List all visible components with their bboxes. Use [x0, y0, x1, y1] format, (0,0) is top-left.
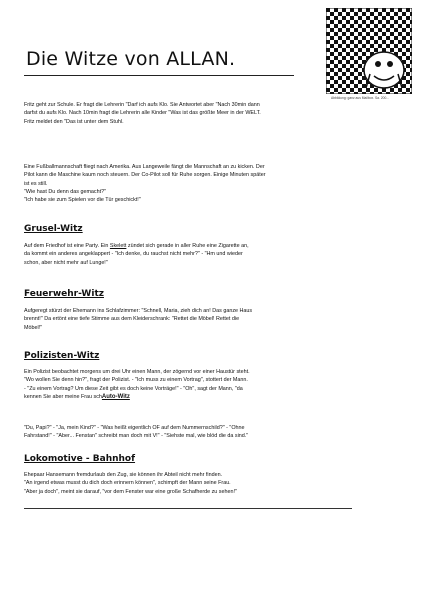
text-line: Möbel!" — [24, 324, 43, 331]
joke-fussball — [24, 163, 406, 204]
text-line: "Wie hast Du denn das gemacht?" — [24, 188, 107, 195]
heading-auto-witz: Auto-Witz — [101, 393, 130, 400]
text-segment: kennen Sie aber meine Frau sch — [24, 393, 102, 400]
text-line: ist es still. — [24, 180, 48, 187]
text-segment: Auf dem Friedhof ist eine Party. Ein — [24, 243, 110, 249]
document-title: Die Witze von ALLAN. — [26, 48, 236, 70]
joke-polizisten — [24, 368, 406, 401]
text-line: "Wo wollen Sie denn hin?", fragt der Polizist. - "Ich muss zu einem Vortrag", stottert der Mann. — [24, 377, 248, 384]
text-line: schon, aber nicht mehr auf Lunge!" — [24, 259, 108, 266]
heading-polizisten-witz: Polizisten-Witz — [24, 351, 100, 361]
text-line: Fahrstand!" - "Aber... Fenstan" schreibt man doch mit V!" - "Siehste mal, wie blöd die da sind." — [24, 433, 249, 440]
joke-feuerwehr — [24, 307, 406, 332]
heading-feuerwehr-witz: Feuerwehr-Witz — [24, 289, 104, 299]
text-line: brennt!" Da ertönt eine tiefe Stimme aus dem Kleiderschrank: "Rettet die Möbel! Rettet die — [24, 316, 240, 323]
text-line: Pilot kann die Maschine kaum noch steuern. Der Co-Pilot soll für Ruhe sorgen. Einige Minuten später — [24, 172, 266, 179]
joke-auto — [24, 424, 406, 441]
heading-lokomotive-bahnhof: Lokomotive - Bahnhof — [24, 454, 136, 464]
bottom-divider — [24, 508, 352, 509]
text-line: Eine Fußballmannschaft fliegt nach Amerika. Aus Langeweile fängt die Mannschaft an zu kicken. Der — [24, 164, 265, 170]
text-line: da kommt ein anderes angeklappert - "Ich denke, du rauchst nicht mehr?" - "Hm und wieder — [24, 251, 243, 258]
text-line: Aufgeregt stürzt der Ehemann ins Schlafzimmer: "Schnell, Maria, zieh dich an! Das ganze Haus — [24, 308, 253, 314]
text-line: Fritz geht zur Schule. Er fragt die Lehrerin "Darf ich aufs Klo. Sie Antwortet aber "Nach 30min dann — [24, 102, 260, 108]
text-line: "An irgend etwas musst du dich doch erinnern können", schimpft der Mann seine Frau. — [24, 480, 231, 487]
checkered-cartoon-logo — [326, 8, 412, 94]
heading-grusel-witz: Grusel-Witz — [24, 224, 83, 234]
text-line: Ein Polizist beobachtet morgens um drei Uhr einen Mann, der zögernd vor einer Haustür steht. — [24, 369, 250, 375]
joke-grusel — [24, 242, 406, 267]
text-line: "Aber ja doch", meint sie darauf, "vor dem Fenster war eine große Schafherde zu sehen!" — [24, 488, 237, 495]
text-line: darfst du aufs Klo. Nach 10min fragt die Lehrerin alle Kinder "Was ist das größte Meer in der WELT. — [24, 110, 261, 117]
text-line: - "Zu einem Vortrag? Um diese Zeit gibt es doch keine Vorträge!" - "Oh", sagt der Mann, "da — [24, 385, 243, 392]
joke-fritz-schule — [24, 101, 406, 126]
text-line: "Ich habe sie zum Spielen vor die Tür geschickt!" — [24, 197, 141, 204]
joke-lokomotive — [24, 471, 406, 496]
text-line — [24, 393, 406, 401]
logo-caption: Abbildung: ganz aus Mailbox. Sa. 200... — [331, 96, 390, 100]
underlined-word: Skelett — [109, 243, 127, 249]
text-line: Fritz meldet den "Das ist unter dem Stuhl. — [24, 118, 124, 125]
text-line — [24, 242, 406, 250]
text-line: "Du, Papi?" - "Ja, mein Kind?" - "Was heißt eigentlich OF auf dem Nummernschild?" - "Ohne — [24, 425, 245, 431]
text-line: Ehepaar Hansemann fremdurlaub den Zug, sie können ihr Abteil nicht mehr finden. — [24, 472, 223, 478]
text-segment: zündet sich gerade in aller Ruhe eine Zigarette an, — [126, 243, 249, 249]
title-underline — [24, 75, 294, 76]
